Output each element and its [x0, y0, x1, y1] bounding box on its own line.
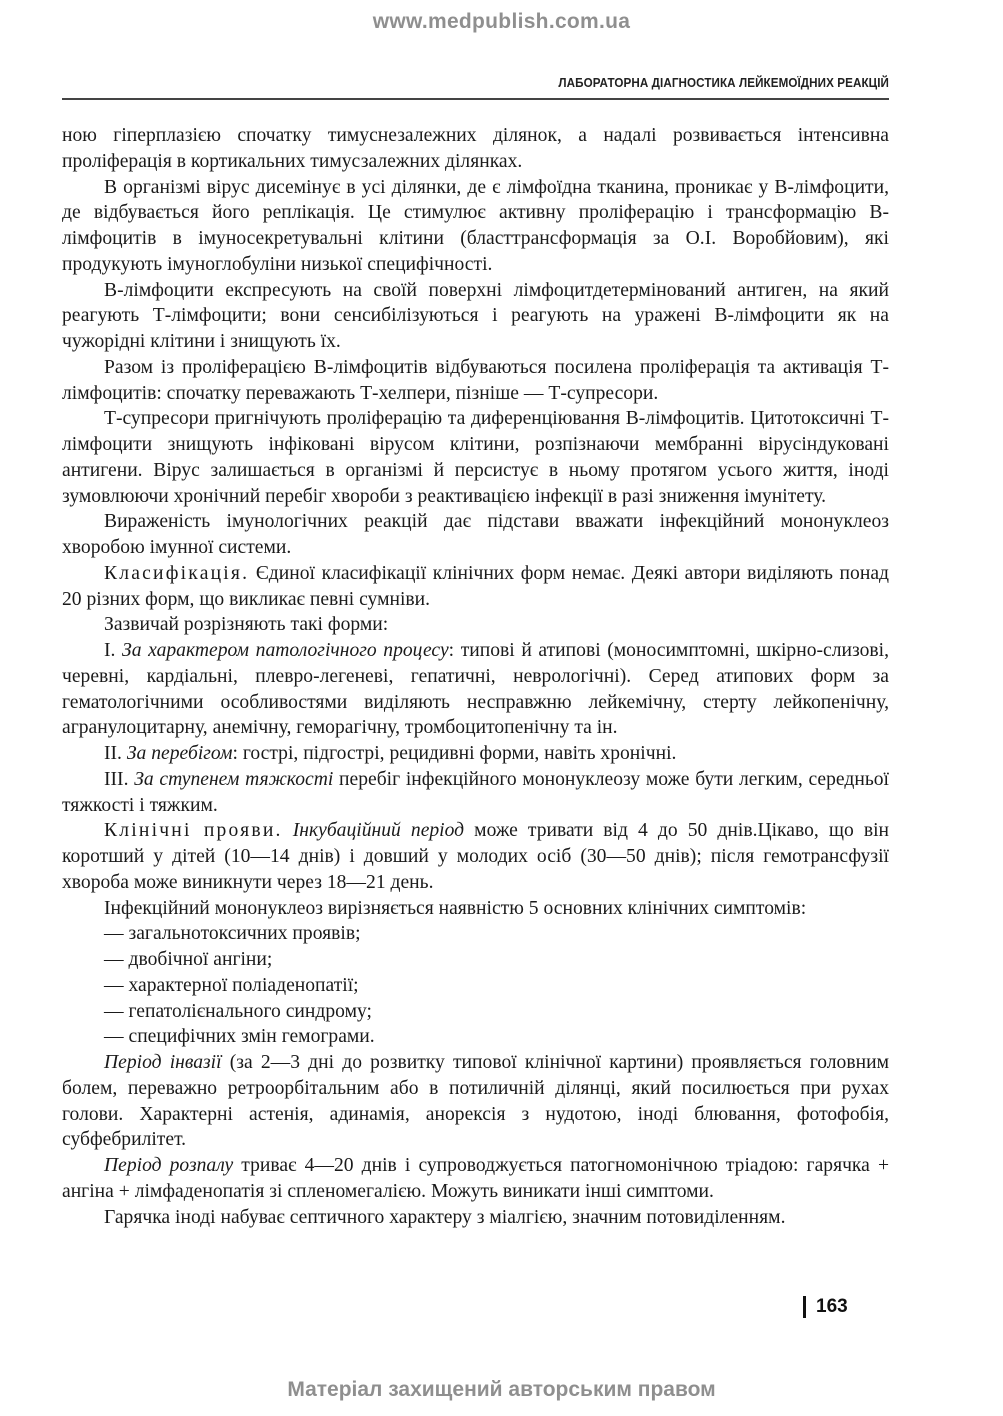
- page-number: 163: [816, 1296, 848, 1317]
- paragraph: В організмі вірус дисемінує в усі ділянки, де є лімфоїдна тканина, проникає у В-лімфоцити, де відбувається його реплікація. Це стимулює активну проліферацію і трансформацію В-лімфоцитів в імуносекретувальні клітини (бласттрансформація за О.І. Воробйовим), які продукують імуноглобуліни низької специфічності.: [62, 176, 889, 275]
- paragraph-classification: [62, 561, 889, 613]
- italic-term: За ступенем тяжкості: [134, 768, 334, 790]
- list-item: — загальнотоксичних проявів;: [104, 923, 361, 945]
- header-rule: [62, 98, 889, 100]
- list-item: — специфічних змін гемограми.: [104, 1026, 375, 1048]
- list-item: — гепатолієнального синдрому;: [104, 1000, 372, 1022]
- item-number: ІІІ.: [104, 768, 135, 790]
- page-number-bar: [803, 1296, 806, 1318]
- italic-term: Період інвазії: [104, 1052, 222, 1073]
- list-item: — характерної поліаденопатії;: [104, 974, 359, 996]
- item-number: І.: [104, 640, 123, 661]
- paragraph-text: перебіг інфекційного мононуклеозу може бути легким, середньої тяжкості і тяжким.: [62, 768, 889, 816]
- paragraph-text: : типові й атипові (моносимптомні, шкірно-слизові, черевні, кардіальні, плевро-легеневі, гепатичні, неврологічні). Серед атипових форм за гематологічними особливостями виділяють несправжню лейкемічну, стерту лейкопенічну, агранулоцитарну, анемічну, геморагічну, тромбоцитопенічну та ін.: [62, 640, 889, 739]
- paragraph: Разом із проліферацією В-лімфоцитів відбуваються посилена проліферація та активація Т-лімфоцитів: спочатку переважають Т-хелпери, пізніше — Т-супресори.: [62, 356, 889, 404]
- italic-term: Інкубаційний період: [282, 820, 465, 842]
- paragraph-peak: [62, 1153, 889, 1205]
- running-head: ЛАБОРАТОРНА ДІАГНОСТИКА ЛЕЙКЕМОЇДНИХ РЕАКЦІЙ: [558, 76, 889, 90]
- list-item: — двобічної ангіни;: [104, 949, 273, 970]
- page-body: [62, 123, 889, 1230]
- form-item-3: [62, 767, 889, 819]
- paragraph-invasion: [62, 1050, 889, 1153]
- paragraph: Т-супресори пригнічують проліферацію та диференціювання В-лімфоцитів. Цитотоксичні Т-лімфоцити знищують інфіковані вірусом клітини, розпізнаючи мембранні вірусіндуковані антигени. Вірус залишається в організмі й персистує в ньому протягом усього життя, іноді зумовлюючи хронічний перебіг хвороби з реактивацією інфекції в разі зниження імунітету.: [62, 408, 889, 507]
- spaced-term: Класифікація.: [104, 562, 250, 584]
- paragraph: Вираженість імунологічних реакцій дає підстави вважати інфекційний мононуклеоз хворобою імунної системи.: [62, 511, 889, 558]
- spaced-term: Клінічні прояви.: [104, 820, 283, 842]
- form-item-2: [62, 741, 889, 767]
- italic-term: Період розпалу: [104, 1155, 234, 1176]
- copyright-watermark: Матеріал захищений авторським правом: [287, 1378, 716, 1401]
- paragraph: В-лімфоцити експресують на своїй поверхні лімфоцитдетермінований антиген, на який реагують Т-лімфоцити; вони сенсибілізуються і реагують на уражені В-лімфоцити як на чужорідні клітини і знищують їх.: [62, 279, 889, 352]
- page-number-block: [803, 1295, 848, 1319]
- italic-term: За характером патологічного процесу: [122, 640, 449, 661]
- paragraph: Інфекційний мононуклеоз вирізняється наявністю 5 основних клінічних симптомів:: [104, 897, 807, 919]
- italic-term: За перебігом: [126, 743, 233, 764]
- item-number: ІІ.: [104, 743, 127, 764]
- paragraph-clinical: [62, 818, 889, 895]
- paragraph-text: Єдиної класифікації клінічних форм немає. Деякі автори виділяють понад 20 різних форм, що викликає певні сумніви.: [62, 562, 889, 610]
- paragraph: ною гіперплазією спочатку тимуснезалежних ділянок, а надалі розвивається інтенсивна проліферація в кортикальних тимусзалежних ділянках.: [62, 125, 889, 172]
- paragraph-text: (за 2—3 дні до розвитку типової клінічної картини) проявляється головним болем, переважно ретроорбітальним або в потиличній ділянці, який посилюється при рухах голови. Характерні астенія, адинамія, анорексія з нудотою, іноді блювання, фотофобія, субфебрилітет.: [62, 1052, 889, 1151]
- paragraph-text: може тривати від 4 до 50 днів.Цікаво, що він коротший у дітей (10—14 днів) і довший у молодих осіб (30—50 днів); після гемотрансфузії хвороба може виникнути через 18—21 день.: [62, 820, 889, 893]
- paragraph-text: триває 4—20 днів і супроводжується патогномонічною тріадою: гарячка + ангіна + лімфаденопатія зі спленомегалією. Можуть виникати інші симптоми.: [62, 1155, 889, 1202]
- form-item-1: [62, 638, 889, 741]
- paragraph: Гарячка іноді набуває септичного характеру з міалгією, значним потовиділенням.: [104, 1206, 786, 1228]
- site-url-watermark: www.medpublish.com.ua: [372, 10, 631, 33]
- paragraph-text: : гострі, підгострі, рецидивні форми, навіть хронічні.: [232, 743, 677, 764]
- paragraph: Зазвичай розрізняють такі форми:: [104, 614, 389, 636]
